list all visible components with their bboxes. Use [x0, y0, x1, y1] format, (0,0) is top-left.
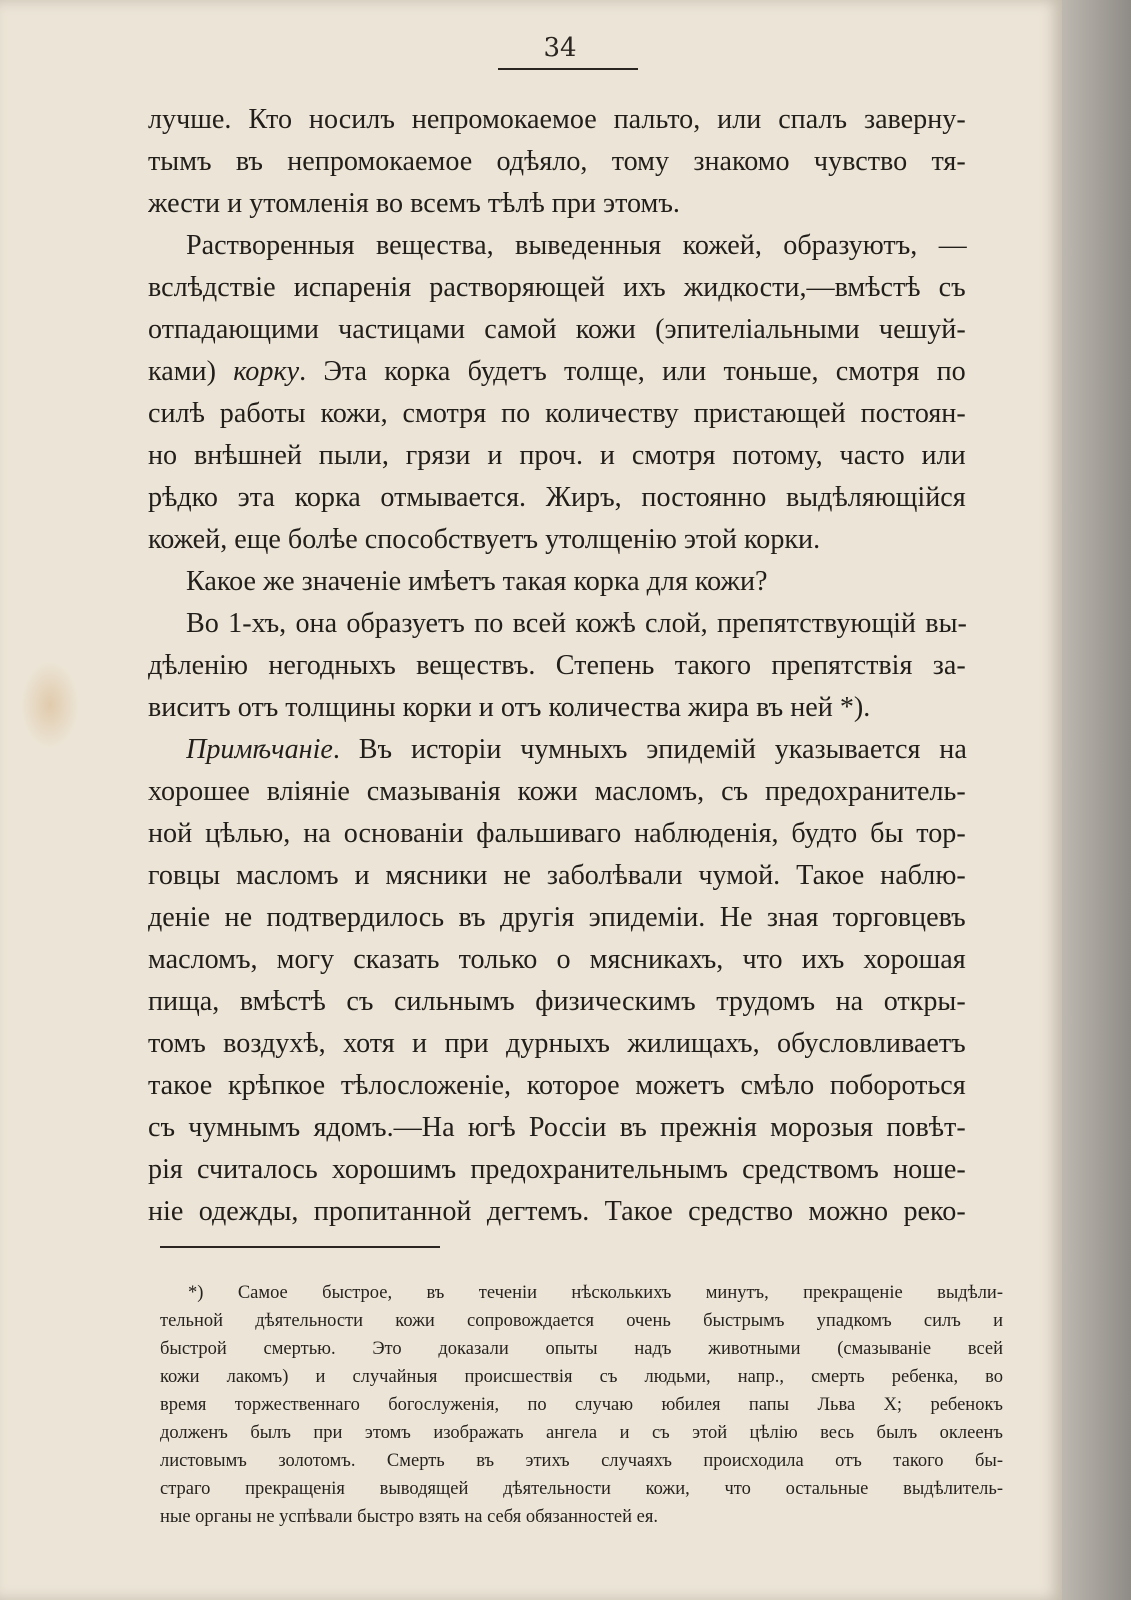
footnote-line: ные органы не успѣвали быстро взять на себя обязанностей ея.	[160, 1507, 658, 1527]
text-line: съ чумнымъ ядомъ.—На югѣ Россіи въ прежнія морозыя повѣт-	[148, 1111, 966, 1143]
text-line: виситъ отъ толщины корки и отъ количества жира въ ней *).	[148, 691, 871, 723]
text-line: хорошее вліяніе смазыванія кожи масломъ, съ предохранитель-	[148, 775, 966, 807]
text-line: ной цѣлью, на основаніи фальшиваго наблюденія, будто бы тор-	[148, 817, 966, 849]
footnote-line: быстрой смертью. Это доказали опыты надъ животными (смазываніе всей	[160, 1339, 1003, 1359]
text-line: масломъ, могу сказать только о мясникахъ, что ихъ хорошая	[148, 943, 966, 975]
text-line: Растворенныя вещества, выведенныя кожей, образуютъ, —	[186, 229, 967, 261]
text-line: жести и утомленія во всемъ тѣлѣ при этомъ.	[148, 187, 680, 219]
text-line: Во 1-хъ, она образуетъ по всей кожѣ слой, препятствующій вы-	[186, 607, 967, 639]
text-line: ніе одежды, пропитанной дегтемъ. Такое средство можно реко-	[148, 1195, 966, 1227]
line-part: . Въ исторіи чумныхъ эпидемій указывается на	[332, 733, 967, 765]
line-part: . Эта корка будетъ толще, или тоньше, смотря по	[299, 355, 966, 387]
text-line: отпадающими частицами самой кожи (эпителіальными чешуй-	[148, 313, 966, 345]
footnote-rule	[160, 1246, 440, 1248]
text-line: пища, вмѣстѣ съ сильнымъ физическимъ трудомъ на откры-	[148, 985, 966, 1017]
footnote-line: кожи лакомъ) и случайныя происшествія съ людьми, напр., смерть ребенка, во	[160, 1367, 1003, 1387]
footnote-line: листовымъ золотомъ. Смерть въ этихъ случаяхъ происходила отъ такого бы-	[160, 1451, 1003, 1471]
text-line: кожей, еще болѣе способствуетъ утолщенію этой корки.	[148, 523, 821, 555]
text-line: но внѣшней пыли, грязи и проч. и смотря потому, часто или	[148, 439, 966, 471]
text-line: лучше. Кто носилъ непромокаемое пальто, или спалъ заверну-	[148, 103, 966, 135]
page-number: 34	[543, 33, 577, 63]
text-line	[186, 728, 967, 770]
text-line: деніе не подтвердилось въ другія эпидеміи. Не зная торговцевъ	[148, 901, 966, 933]
text-line: Какое же значеніе имѣетъ такая корка для кожи?	[186, 565, 768, 597]
text-line: говцы масломъ и мясники не заболѣвали чумой. Такое наблю-	[148, 859, 966, 891]
text-line: тымъ въ непромокаемое одѣяло, тому знакомо чувство тя-	[148, 145, 966, 177]
text-line: такое крѣпкое тѣлосложеніе, которое можетъ смѣло побороться	[148, 1069, 966, 1101]
footnote-line: долженъ былъ при этомъ изображать ангела и съ этой цѣлію весь былъ оклеенъ	[160, 1423, 1003, 1443]
italic-term: корку	[233, 355, 300, 387]
line-part: ками)	[148, 355, 216, 387]
text-line: дѣленію негодныхъ веществъ. Степень такого препятствія за-	[148, 649, 966, 681]
text-line	[148, 350, 966, 392]
text-line: рія считалось хорошимъ предохранительнымъ средствомъ ноше-	[148, 1153, 966, 1185]
italic-term: Примѣчаніе	[186, 733, 333, 765]
footnote-line: время торжественнаго богослуженія, по случаю юбилея папы Льва X; ребенокъ	[160, 1395, 1003, 1415]
text-line: рѣдко эта корка отмывается. Жиръ, постоянно выдѣляющійся	[148, 481, 966, 513]
footnote-line: страго прекращенія выводящей дѣятельности кожи, что остальные выдѣлитель-	[160, 1479, 1003, 1499]
paper-stain	[20, 660, 80, 750]
text-line: силѣ работы кожи, смотря по количеству пристающей постоян-	[148, 397, 966, 429]
footnote-line: *) Самое быстрое, въ теченіи нѣсколькихъ минутъ, прекращеніе выдѣли-	[188, 1283, 1003, 1303]
header-rule	[498, 68, 638, 70]
text-line: томъ воздухѣ, хотя и при дурныхъ жилищахъ, обусловливаетъ	[148, 1027, 966, 1059]
text-line: вслѣдствіе испаренія растворяющей ихъ жидкости,—вмѣстѣ съ	[148, 271, 966, 303]
scan-edge	[1062, 0, 1131, 1600]
footnote-line: тельной дѣятельности кожи сопровождается очень быстрымъ упадкомъ силъ и	[160, 1311, 1003, 1331]
